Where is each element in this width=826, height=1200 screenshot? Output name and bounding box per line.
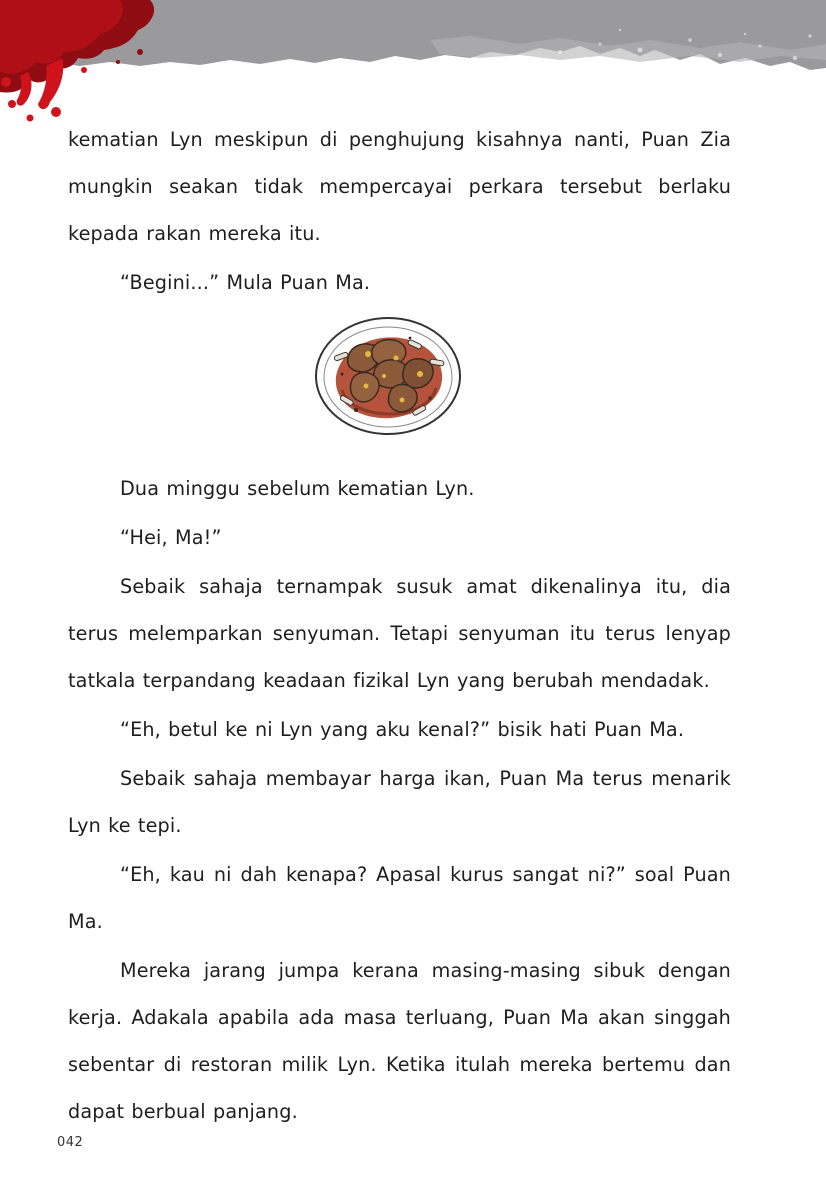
- page-number: 042: [57, 1135, 84, 1150]
- paragraph: Sebaik sahaja membayar harga ikan, Puan Ma terus menarik Lyn ke tepi.: [68, 767, 731, 837]
- paragraph: “Eh, betul ke ni Lyn yang aku kenal?” bisik hati Puan Ma.: [120, 718, 685, 741]
- paragraph: “Begini...” Mula Puan Ma.: [120, 271, 371, 294]
- paragraph: “Eh, kau ni dah kenapa? Apasal kurus sangat ni?” soal Puan Ma.: [68, 863, 731, 933]
- paragraph: Dua minggu sebelum kematian Lyn.: [120, 477, 475, 500]
- paragraph: Sebaik sahaja ternampak susuk amat dikenalinya itu, dia terus melemparkan senyuman. Tetapi senyuman itu terus lenyap tatkala terpandang keadaan fizikal Lyn yang berubah mendadak.: [68, 575, 731, 692]
- plate-of-chicken-curry-icon: [312, 314, 464, 438]
- paragraph: Mereka jarang jumpa kerana masing-masing sibuk dengan kerja. Adakala apabila ada masa terluang, Puan Ma akan singgah sebentar di restoran milik Lyn. Ketika itulah mereka bertemu dan dapat berbual panjang.: [68, 959, 731, 1123]
- paragraph: “Hei, Ma!”: [120, 526, 222, 549]
- blood-splatter-icon: [0, 0, 180, 125]
- paragraph: kematian Lyn meskipun di penghujung kisahnya nanti, Puan Zia mungkin seakan tidak mempercayai perkara tersebut berlaku kepada rakan mereka itu.: [68, 128, 731, 245]
